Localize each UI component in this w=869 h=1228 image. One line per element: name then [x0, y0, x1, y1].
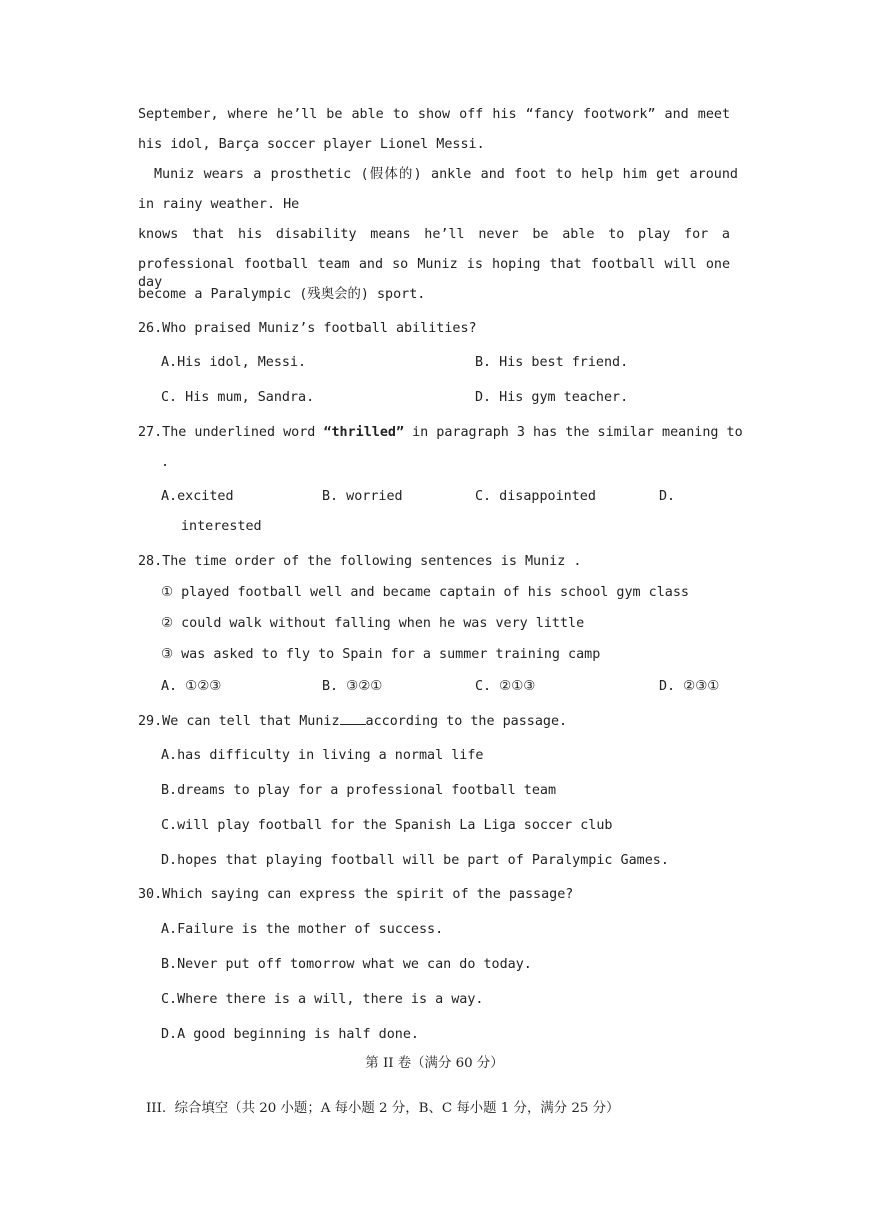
question-28-option-a: A. ①②③ [161, 679, 222, 694]
question-26-option-b: B. His best friend. [475, 355, 629, 370]
question-27-option-d-text: interested [181, 519, 262, 534]
question-27-option-b: B. worried [322, 489, 403, 504]
passage-line-2: his idol, Barça soccer player Lionel Messi. [138, 137, 485, 152]
question-27-stem-start: 27.The underlined word [138, 425, 324, 440]
question-27-stem [138, 424, 743, 442]
question-30-option-b: B.Never put off tomorrow what we can do today. [161, 957, 532, 972]
question-26-stem: 26.Who praised Muniz’s football abilities? [138, 321, 477, 336]
passage-line-7: become a Paralympic (残奥会的) sport. [138, 287, 426, 302]
question-30-option-d: D.A good beginning is half done. [161, 1027, 419, 1042]
passage-line-4: in rainy weather. He [138, 197, 300, 212]
question-29-stem [138, 712, 567, 731]
question-29-stem-start: 29.We can tell that Muniz [138, 714, 340, 729]
question-27-stem-end: in paragraph 3 has the similar meaning to [404, 425, 743, 440]
question-29-option-b: B.dreams to play for a professional football team [161, 783, 557, 798]
question-28-item-1: ① played football well and became captain of his school gym class [161, 585, 689, 600]
question-27-option-c: C. disappointed [475, 489, 596, 504]
question-28-option-b: B. ③②① [322, 679, 383, 694]
question-27-option-a: A.excited [161, 489, 234, 504]
question-28-item-2: ② could walk without falling when he was very little [161, 616, 585, 631]
question-26-option-c: C. His mum, Sandra. [161, 390, 315, 405]
question-29-stem-end: according to the passage. [365, 714, 568, 729]
question-28-item-3: ③ was asked to fly to Spain for a summer training camp [161, 647, 601, 662]
passage-line-1: September, where he’ll be able to show off his “fancy footwork” and meet [138, 107, 730, 122]
question-30-option-c: C.Where there is a will, there is a way. [161, 992, 484, 1007]
question-29-option-c: C.will play football for the Spanish La Liga soccer club [161, 818, 613, 833]
question-28-option-d: D. ②③① [659, 679, 720, 694]
question-27-stem-cont: . [161, 455, 170, 470]
question-29-option-d: D.hopes that playing football will be part of Paralympic Games. [161, 853, 669, 868]
question-26-option-d: D. His gym teacher. [475, 390, 629, 405]
passage-line-6: professional football team and so Muniz is hoping that football will one day [138, 257, 730, 290]
question-29-option-a: A.has difficulty in living a normal life [161, 748, 484, 763]
question-27-underlined-word: “thrilled” [323, 425, 405, 440]
passage-line-3: Muniz wears a prosthetic (假体的) ankle and foot to help him get around [154, 167, 738, 182]
question-30-stem: 30.Which saying can express the spirit of the passage? [138, 887, 574, 902]
passage-line-5: knows that his disability means he’ll never be able to play for a [138, 227, 730, 242]
question-26-option-a: A.His idol, Messi. [161, 355, 307, 370]
question-28-stem: 28.The time order of the following sentences is Muniz . [138, 554, 582, 569]
section-heading: III. 综合填空（共 20 小题；A 每小题 2 分，B、C 每小题 1 分，满分 25 分） [146, 1101, 620, 1116]
answer-blank [340, 712, 366, 725]
question-27-option-d: D. [659, 489, 676, 504]
section-title: 第 II 卷（满分 60 分） [365, 1056, 504, 1071]
question-28-option-c: C. ②①③ [475, 679, 536, 694]
question-30-option-a: A.Failure is the mother of success. [161, 922, 444, 937]
